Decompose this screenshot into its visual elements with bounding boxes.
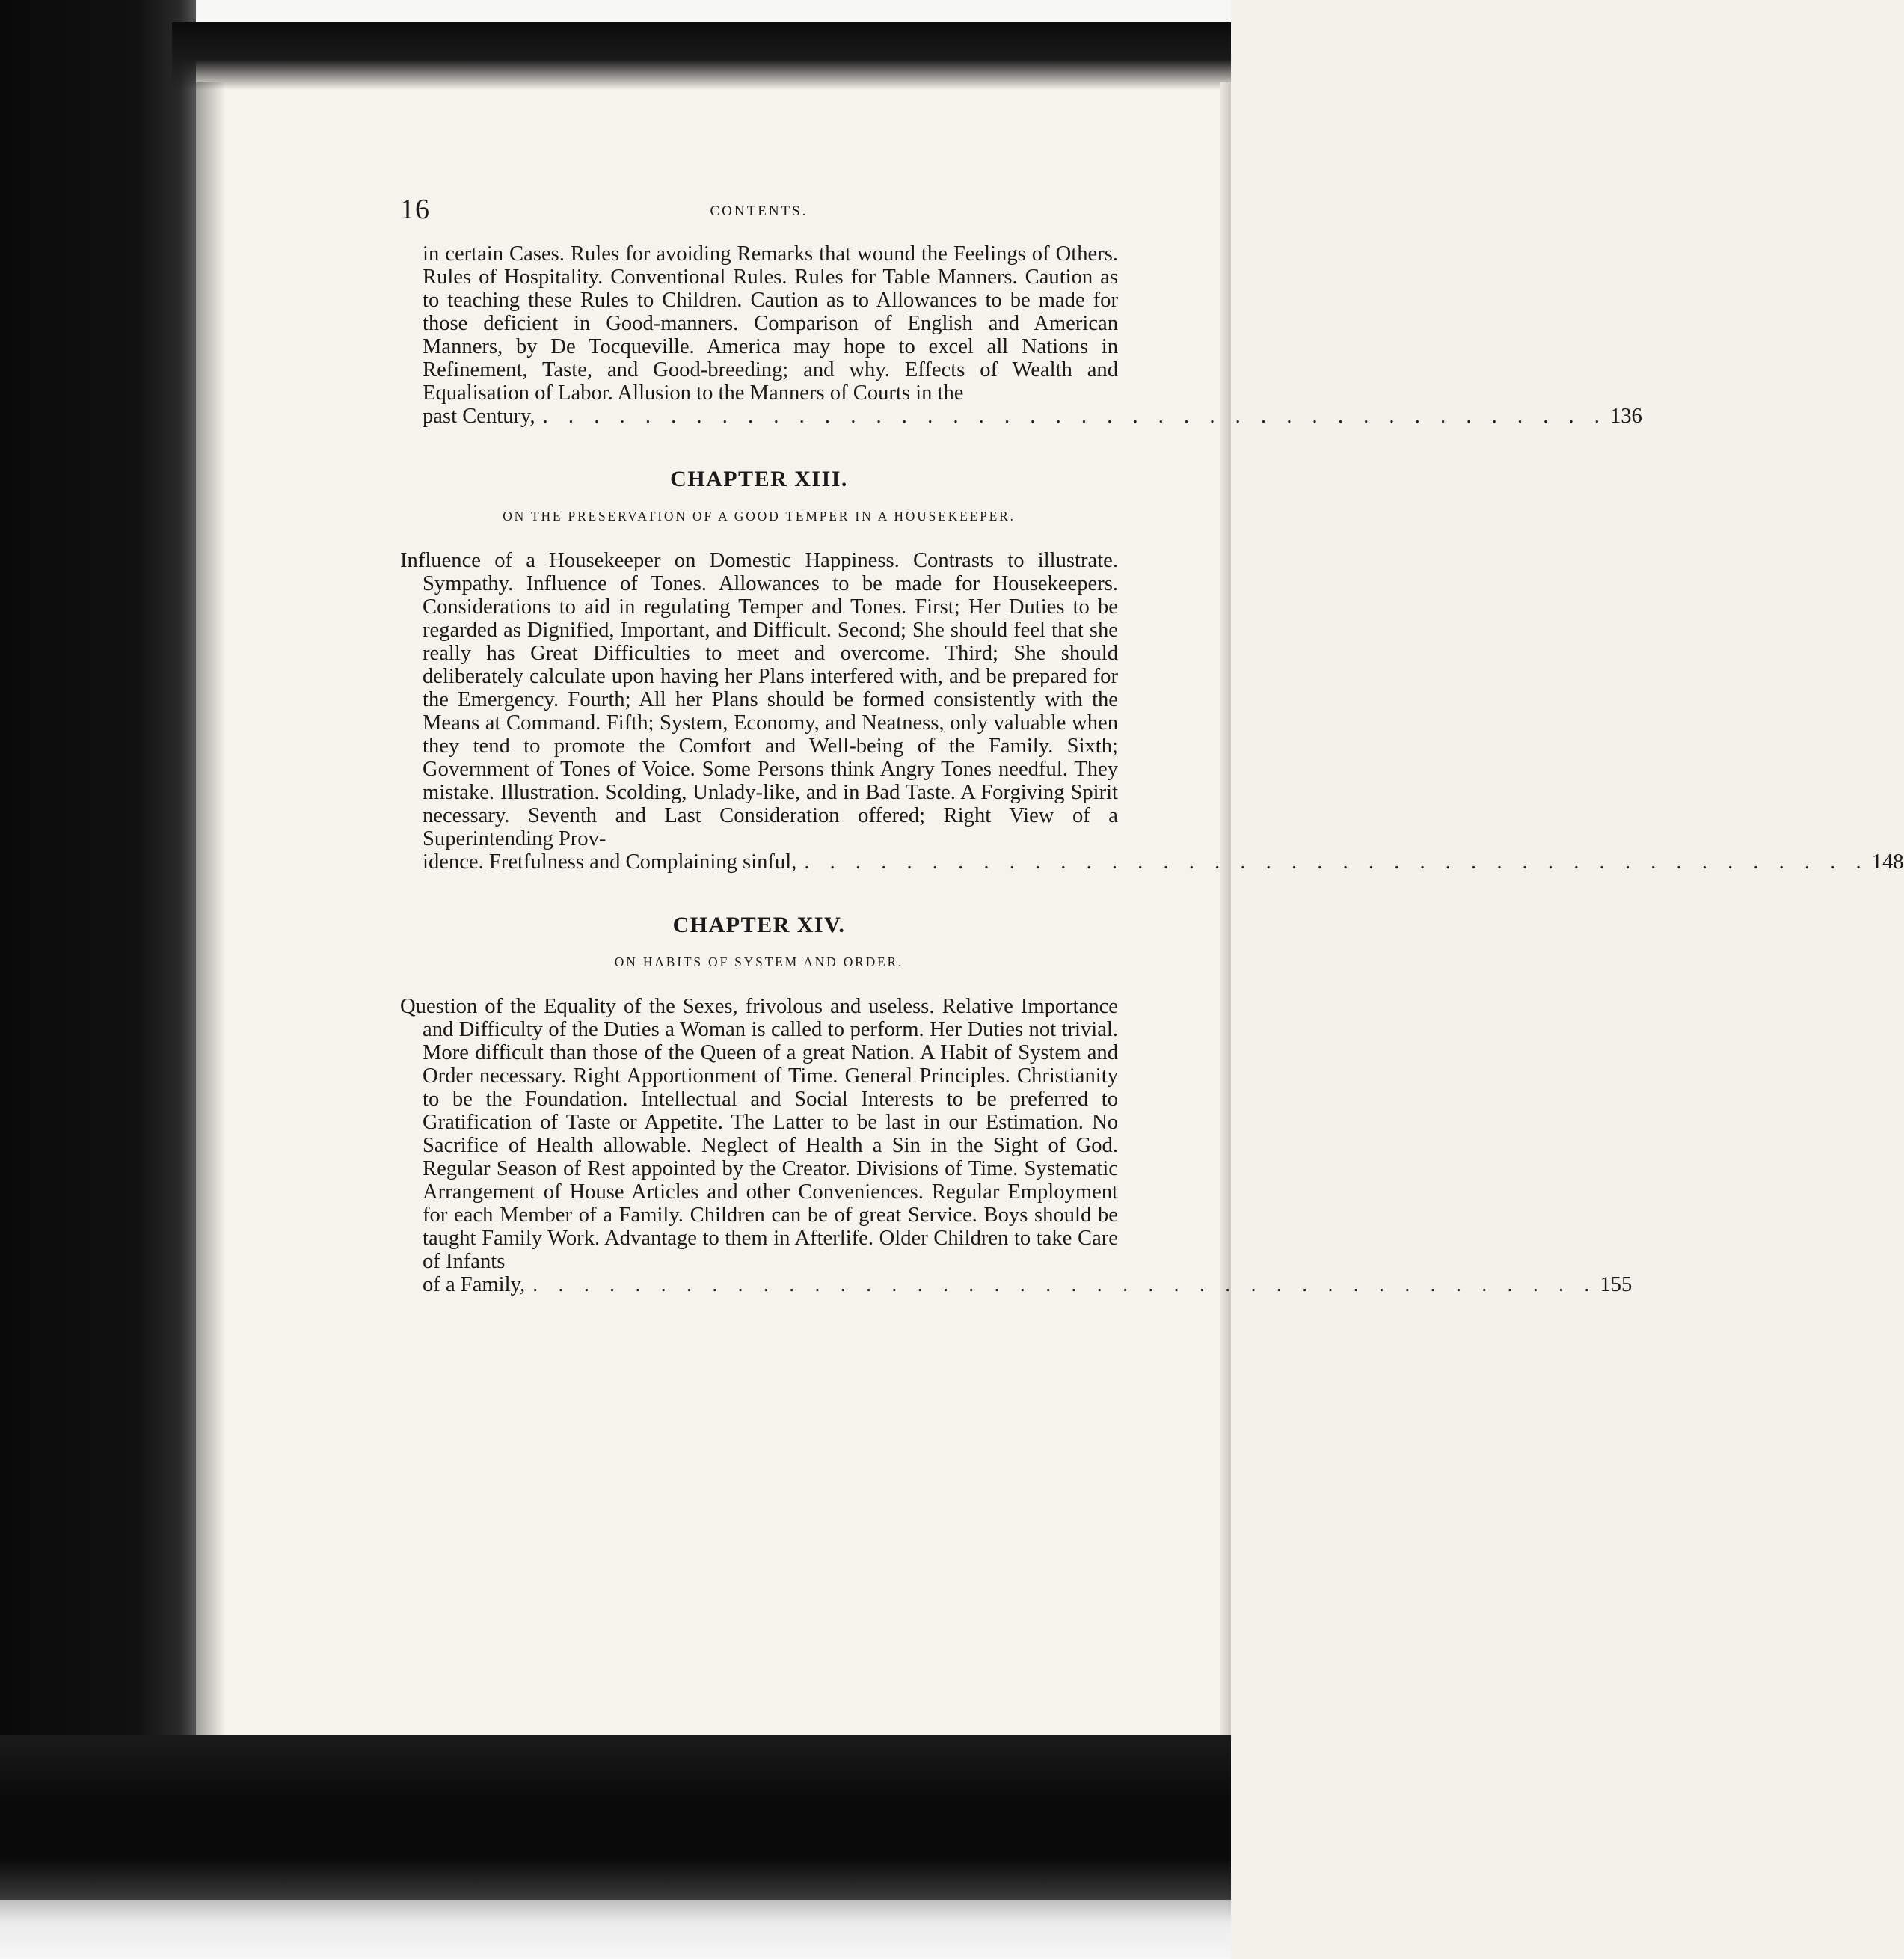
chapter-leader (400, 850, 1904, 874)
chapter-summary-last-line: of a Family, (423, 1273, 526, 1296)
chapter-page: 155 (1600, 1273, 1633, 1296)
dot-leader: . . . . . . . . . . . . . . . . . . . . . . . . . . . . . . . . . . . . . . . . . . (532, 1273, 1597, 1296)
chapter-summary (400, 549, 1118, 850)
chapter-13 (400, 467, 1904, 874)
chapter-14 (400, 913, 1633, 1296)
scan-left-shadow (0, 0, 196, 1959)
scan-top-shadow (172, 22, 1231, 90)
chapter-summary-text: Question of the Equality of the Sexes, frivolous and useless. Relative Importance and Difficulty of the Duties a Woman is called to perform. Her Duties not trivial. More difficult than those of the Queen of a great Nation. A Habit of System and Order necessary. Right Apportionment of Time. General Principles. Christianity to be the Foundation. Intellectual and Social Interests to be preferred to Gratification of Taste or Appetite. The Latter to be last in our Estimation. No Sacrifice of Health allowable. Neglect of Health a Sin in the Sight of God. Regular Season of Rest appointed by the Creator. Divisions of Time. Systematic Arrangement of House Articles and other Conveniences. Regular Employment for each Member of a Family. Children can be of great Service. Boys should be taught Family Work. Advantage to them in Afterlife. Older Children to take Care of Infants (400, 995, 1118, 1273)
gutter-shadow (196, 82, 226, 1743)
chapter-subtitle: ON THE PRESERVATION OF A GOOD TEMPER IN A HOUSEKEEPER. (503, 509, 1016, 524)
scan-bottom-shadow (0, 1735, 1231, 1900)
chapter-leader (400, 1273, 1633, 1296)
page-number: 16 (400, 194, 430, 225)
dot-leader: . . . . . . . . . . . . . . . . . . . . . . . . . . . . . . . . . . . . . . . . . . (542, 405, 1607, 428)
page-header (400, 193, 1118, 238)
chapter-subtitle: ON HABITS OF SYSTEM AND ORDER. (614, 954, 904, 969)
continued-entry-page: 136 (1609, 405, 1642, 428)
continued-entry-text: in certain Cases. Rules for avoiding Remarks that wound the Feelings of Others. Rules of Hospitality. Conventional Rules. Rules for Table Manners. Caution as to teaching these Rules to Children. Caution as to Allowances to be made for those deficient in Good-manners. Comparison of English and American Manners, by De Tocqueville. America may hope to excel all Nations in Refinement, Taste, and Good-breeding; and why. Effects of Wealth and Equalisation of Labor. Allusion to the Manners of Courts in the (423, 242, 1118, 405)
contents-page (400, 193, 1904, 1296)
scan-right-edge (1220, 82, 1231, 1743)
chapter-summary (400, 995, 1118, 1273)
scan-bottom-edge (0, 1900, 1231, 1959)
running-head: CONTENTS. (710, 203, 808, 219)
dot-leader: . . . . . . . . . . . . . . . . . . . . . . . . . . . . . . . . . . . . . . . . . . (804, 850, 1869, 874)
chapter-summary-last-line: idence. Fretfulness and Complaining sinful, (423, 850, 797, 874)
chapter-page: 148 (1871, 850, 1904, 874)
continued-entry (400, 242, 1118, 405)
chapter-heading: CHAPTER XIV. (672, 913, 846, 937)
continued-entry-leader (400, 405, 1642, 428)
continued-entry-last-line: past Century, (423, 405, 535, 428)
chapter-heading: CHAPTER XIII. (670, 467, 848, 491)
chapter-summary-text: Influence of a Housekeeper on Domestic Happiness. Contrasts to illustrate. Sympathy. Influence of Tones. Allowances to be made for Housekeepers. Considerations to aid in regulating Temper and Tones. First; Her Duties to be regarded as Dignified, Important, and Difficult. Second; She should feel that she really has Great Difficulties to meet and overcome. Third; She should deliberately calculate upon having her Plans interfered with, and be prepared for the Emergency. Fourth; All her Plans should be formed consistently with the Means at Command. Fifth; System, Economy, and Neatness, only valuable when they tend to promote the Comfort and Well-being of the Family. Sixth; Government of Tones of Voice. Some Persons think Angry Tones needful. They mistake. Illustration. Scolding, Unlady-like, and in Bad Taste. A Forgiving Spirit necessary. Seventh and Last Consideration offered; Right View of a Superintending Prov- (400, 549, 1118, 850)
